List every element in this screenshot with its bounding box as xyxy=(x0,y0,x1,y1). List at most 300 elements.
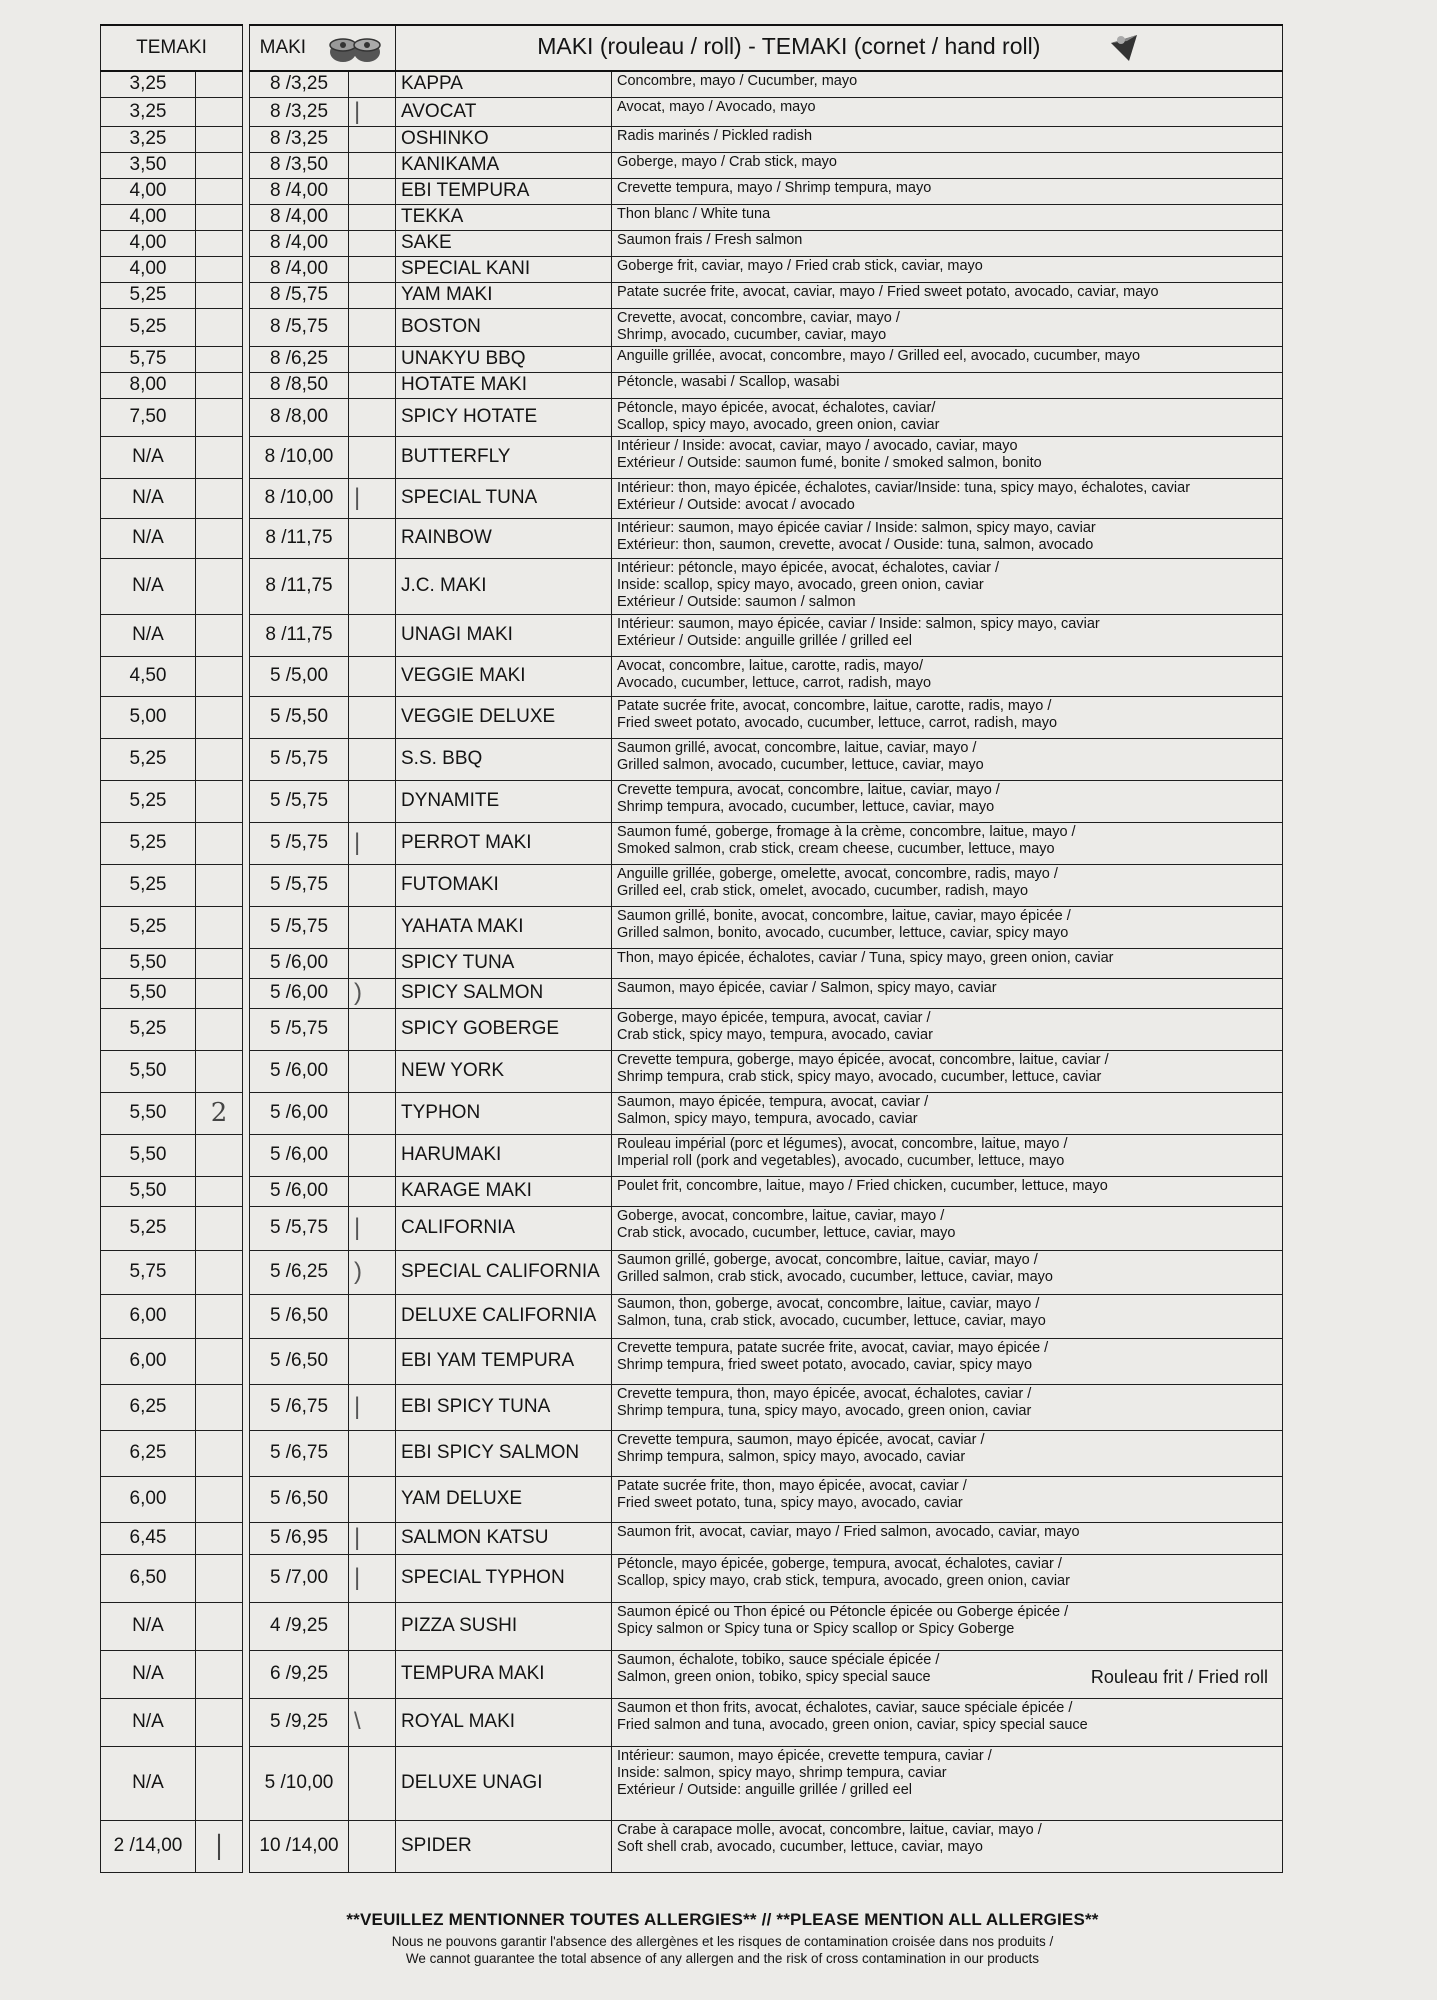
table-row xyxy=(101,780,1283,822)
maki-price: 5 /6,00 xyxy=(250,948,349,978)
column-gap xyxy=(243,518,250,558)
temaki-price: 6,25 xyxy=(101,1430,196,1476)
maki-tally-mark xyxy=(349,614,396,656)
description-line: Intérieur: saumon, mayo épicée, caviar / Inside: salmon, spicy mayo, caviar xyxy=(617,615,1100,632)
maki-tally-mark xyxy=(349,372,396,398)
maki-price: 8 /8,00 xyxy=(250,398,349,436)
item-description xyxy=(612,1250,1283,1294)
item-description xyxy=(612,478,1283,518)
temaki-price: 5,25 xyxy=(101,906,196,948)
description-line: Saumon grillé, avocat, concombre, laitue, caviar, mayo / xyxy=(617,739,977,756)
description-line: Intérieur: thon, mayo épicée, échalotes, caviar/Inside: tuna, spicy mayo, échalotes, caviar xyxy=(617,479,1191,496)
maki-tally-mark xyxy=(349,71,396,97)
item-name: SPECIAL KANI xyxy=(396,256,612,282)
table-row xyxy=(101,1176,1283,1206)
temaki-tally-mark xyxy=(196,1746,243,1820)
maki-price: 8 /11,75 xyxy=(250,518,349,558)
description-line: Scallop, spicy mayo, crab stick, tempura, avocado, green onion, caviar xyxy=(617,1572,1070,1589)
item-description xyxy=(612,1134,1283,1176)
temaki-tally-mark xyxy=(196,1176,243,1206)
table-row xyxy=(101,152,1283,178)
temaki-price: 3,25 xyxy=(101,71,196,97)
allergen-note-fr: Nous ne pouvons garantir l'absence des allergènes et les risques de contamination croisée dans nos produits / xyxy=(391,1934,1054,1949)
maki-tally-mark xyxy=(349,656,396,696)
description-line: Thon blanc / White tuna xyxy=(617,205,771,222)
maki-tally-mark: ) xyxy=(349,1250,396,1294)
maki-price: 8 /5,75 xyxy=(250,282,349,308)
item-description xyxy=(612,948,1283,978)
table-row xyxy=(101,1092,1283,1134)
table-row xyxy=(101,436,1283,478)
column-gap xyxy=(243,126,250,152)
description-line: Crab stick, spicy mayo, tempura, avocado, caviar xyxy=(617,1026,933,1043)
description-line: Grilled eel, crab stick, omelet, avocado, cucumber, radish, mayo xyxy=(617,882,1029,899)
maki-tally-mark xyxy=(349,1820,396,1872)
maki-price: 5 /6,00 xyxy=(250,1050,349,1092)
item-description xyxy=(612,1092,1283,1134)
temaki-price: 5,25 xyxy=(101,738,196,780)
table-row xyxy=(101,822,1283,864)
maki-price: 5 /5,00 xyxy=(250,656,349,696)
maki-tally-mark xyxy=(349,948,396,978)
column-gap xyxy=(243,71,250,97)
table-row xyxy=(101,1522,1283,1554)
maki-price: 5 /5,75 xyxy=(250,906,349,948)
description-line: Shrimp tempura, fried sweet potato, avocado, caviar, spicy mayo xyxy=(617,1356,1033,1373)
column-gap xyxy=(243,978,250,1008)
temaki-price: 5,50 xyxy=(101,1134,196,1176)
description-line: Saumon fumé, goberge, fromage à la crème, concombre, laitue, mayo / xyxy=(617,823,1076,840)
description-line: Salmon, tuna, crab stick, avocado, cucumber, lettuce, caviar, mayo xyxy=(617,1312,1046,1329)
temaki-price: 3,25 xyxy=(101,126,196,152)
column-gap xyxy=(243,1430,250,1476)
column-gap xyxy=(243,1650,250,1698)
item-description xyxy=(612,614,1283,656)
column-gap xyxy=(243,230,250,256)
table-row xyxy=(101,1384,1283,1430)
maki-tally-mark xyxy=(349,204,396,230)
item-description xyxy=(612,1650,1283,1698)
item-name: HOTATE MAKI xyxy=(396,372,612,398)
column-gap xyxy=(243,178,250,204)
temaki-price: 5,50 xyxy=(101,978,196,1008)
maki-tally-mark xyxy=(349,1134,396,1176)
description-line: Concombre, mayo / Cucumber, mayo xyxy=(617,73,858,89)
maki-price: 5 /6,00 xyxy=(250,1134,349,1176)
temaki-tally-mark xyxy=(196,1134,243,1176)
temaki-tally-mark xyxy=(196,1602,243,1650)
table-row xyxy=(101,1294,1283,1338)
item-description xyxy=(612,256,1283,282)
temaki-column-header: TEMAKI xyxy=(101,25,243,71)
description-line: Inside: scallop, spicy mayo, avocado, green onion, caviar xyxy=(617,576,984,593)
column-gap xyxy=(243,372,250,398)
description-line: Avocado, cucumber, lettuce, carrot, radish, mayo xyxy=(617,674,932,691)
item-name: SPICY HOTATE xyxy=(396,398,612,436)
description-line: Extérieur / Outside: saumon fumé, bonite / smoked salmon, bonito xyxy=(617,454,1042,471)
item-description xyxy=(612,1698,1283,1746)
item-description xyxy=(612,518,1283,558)
maki-tally-mark xyxy=(349,126,396,152)
temaki-tally-mark xyxy=(196,256,243,282)
maki-tally-mark xyxy=(349,1746,396,1820)
column-gap xyxy=(243,1092,250,1134)
temaki-price: 4,50 xyxy=(101,656,196,696)
description-line: Spicy salmon or Spicy tuna or Spicy scallop or Spicy Goberge xyxy=(617,1620,1015,1637)
column-gap xyxy=(243,308,250,346)
description-line: Goberge, mayo / Crab stick, mayo xyxy=(617,153,837,170)
maki-tally-mark xyxy=(349,398,396,436)
maki-price: 8 /8,50 xyxy=(250,372,349,398)
maki-header-label: MAKI xyxy=(259,37,307,59)
item-name: EBI SPICY SALMON xyxy=(396,1430,612,1476)
maki-price: 8 /4,00 xyxy=(250,230,349,256)
table-row xyxy=(101,204,1283,230)
maki-price: 5 /6,75 xyxy=(250,1384,349,1430)
maki-tally-mark: ) xyxy=(349,978,396,1008)
temaki-price: 5,25 xyxy=(101,780,196,822)
temaki-price: N/A xyxy=(101,614,196,656)
temaki-tally-mark xyxy=(196,1338,243,1384)
maki-price: 5 /6,00 xyxy=(250,978,349,1008)
column-gap xyxy=(243,1206,250,1250)
maki-price: 5 /5,75 xyxy=(250,864,349,906)
item-name: YAM MAKI xyxy=(396,282,612,308)
temaki-tally-mark xyxy=(196,614,243,656)
item-description xyxy=(612,1522,1283,1554)
maki-column-header xyxy=(250,25,396,71)
table-row xyxy=(101,256,1283,282)
maki-tally-mark xyxy=(349,308,396,346)
item-name: SPECIAL TYPHON xyxy=(396,1554,612,1602)
temaki-tally-mark xyxy=(196,398,243,436)
temaki-price: 5,25 xyxy=(101,864,196,906)
item-name: KARAGE MAKI xyxy=(396,1176,612,1206)
item-description xyxy=(612,1338,1283,1384)
temaki-tally-mark xyxy=(196,178,243,204)
maki-price: 8 /3,50 xyxy=(250,152,349,178)
maki-price: 5 /5,50 xyxy=(250,696,349,738)
item-name: EBI YAM TEMPURA xyxy=(396,1338,612,1384)
description-line: Patate sucrée frite, avocat, caviar, mayo / Fried sweet potato, avocado, caviar, mayo xyxy=(617,283,1159,300)
maki-tally-mark xyxy=(349,1602,396,1650)
description-line: Anguille grillée, avocat, concombre, mayo / Grilled eel, avocado, cucumber, mayo xyxy=(617,347,1141,364)
item-description xyxy=(612,152,1283,178)
temaki-price: 5,25 xyxy=(101,1008,196,1050)
maki-tally-mark: | xyxy=(349,1206,396,1250)
description-line: Crevette tempura, patate sucrée frite, avocat, caviar, mayo épicée / xyxy=(617,1339,1049,1356)
maki-tally-mark xyxy=(349,1050,396,1092)
table-row xyxy=(101,230,1283,256)
description-line: Crevette tempura, thon, mayo épicée, avocat, échalotes, caviar / xyxy=(617,1385,1032,1402)
temaki-tally-mark xyxy=(196,1050,243,1092)
temaki-price: 5,25 xyxy=(101,822,196,864)
item-name: YAHATA MAKI xyxy=(396,906,612,948)
description-line: Saumon grillé, goberge, avocat, concombre, laitue, caviar, mayo / xyxy=(617,1251,1038,1268)
temaki-price: N/A xyxy=(101,1746,196,1820)
table-row xyxy=(101,1008,1283,1050)
table-row xyxy=(101,1698,1283,1746)
column-gap xyxy=(243,696,250,738)
column-gap xyxy=(243,478,250,518)
maki-tally-mark xyxy=(349,558,396,614)
table-header xyxy=(101,25,1283,71)
column-gap xyxy=(243,436,250,478)
description-line: Grilled salmon, avocado, cucumber, lettuce, caviar, mayo xyxy=(617,756,984,773)
description-line: Inside: salmon, spicy mayo, shrimp tempura, caviar xyxy=(617,1764,947,1781)
temaki-cone-icon xyxy=(1107,31,1141,65)
maki-tally-mark xyxy=(349,1430,396,1476)
temaki-tally-mark xyxy=(196,1698,243,1746)
item-description xyxy=(612,978,1283,1008)
description-line: Patate sucrée frite, avocat, concombre, laitue, carotte, radis, mayo / xyxy=(617,697,1052,714)
description-line: Fried sweet potato, tuna, spicy mayo, avocado, caviar xyxy=(617,1494,963,1511)
description-line: Shrimp tempura, salmon, spicy mayo, avocado, caviar xyxy=(617,1448,966,1465)
column-gap xyxy=(243,1384,250,1430)
table-row xyxy=(101,738,1283,780)
item-name: EBI TEMPURA xyxy=(396,178,612,204)
maki-price: 5 /6,25 xyxy=(250,1250,349,1294)
maki-price: 5 /5,75 xyxy=(250,822,349,864)
table-row xyxy=(101,1338,1283,1384)
description-line: Avocat, concombre, laitue, carotte, radis, mayo/ xyxy=(617,657,923,674)
maki-price: 8 /3,25 xyxy=(250,71,349,97)
maki-price: 5 /5,75 xyxy=(250,1206,349,1250)
menu-title: MAKI (rouleau / roll) - TEMAKI (cornet / hand roll) xyxy=(537,33,1041,60)
table-row xyxy=(101,518,1283,558)
temaki-tally-mark xyxy=(196,71,243,97)
table-row xyxy=(101,1602,1283,1650)
temaki-price: 4,00 xyxy=(101,178,196,204)
item-name: S.S. BBQ xyxy=(396,738,612,780)
maki-price: 8 /3,25 xyxy=(250,126,349,152)
item-name: SAKE xyxy=(396,230,612,256)
temaki-price: 3,50 xyxy=(101,152,196,178)
temaki-tally-mark xyxy=(196,780,243,822)
maki-tally-mark: \ xyxy=(349,1698,396,1746)
item-name: SALMON KATSU xyxy=(396,1522,612,1554)
item-name: SPECIAL CALIFORNIA xyxy=(396,1250,612,1294)
maki-tally-mark xyxy=(349,906,396,948)
table-row xyxy=(101,1820,1283,1872)
temaki-price: 5,25 xyxy=(101,1206,196,1250)
maki-tally-mark xyxy=(349,518,396,558)
maki-tally-mark xyxy=(349,1008,396,1050)
item-description xyxy=(612,1554,1283,1602)
maki-tally-mark xyxy=(349,256,396,282)
temaki-tally-mark xyxy=(196,656,243,696)
column-gap xyxy=(243,1698,250,1746)
column-gap xyxy=(243,1050,250,1092)
allergy-footer xyxy=(100,1910,1345,1966)
temaki-price: 6,00 xyxy=(101,1338,196,1384)
description-line: Extérieur / Outside: saumon / salmon xyxy=(617,593,856,610)
description-line: Extérieur / Outside: anguille grillée / grilled eel xyxy=(617,1781,912,1798)
temaki-price: 6,00 xyxy=(101,1476,196,1522)
table-row xyxy=(101,282,1283,308)
description-line: Fried salmon and tuna, avocado, green onion, caviar, spicy special sauce xyxy=(617,1716,1088,1733)
description-line: Soft shell crab, avocado, cucumber, lettuce, caviar, mayo xyxy=(617,1838,983,1855)
page-title xyxy=(396,25,1283,71)
maki-tally-mark xyxy=(349,696,396,738)
maki-price: 5 /9,25 xyxy=(250,1698,349,1746)
column-gap xyxy=(243,1820,250,1872)
temaki-tally-mark xyxy=(196,204,243,230)
maki-tally-mark: | xyxy=(349,822,396,864)
description-line: Crevette tempura, goberge, mayo épicée, avocat, concombre, laitue, caviar / xyxy=(617,1051,1109,1068)
temaki-price: 5,50 xyxy=(101,1050,196,1092)
column-gap xyxy=(243,1522,250,1554)
description-line: Crevette tempura, saumon, mayo épicée, avocat, caviar / xyxy=(617,1431,985,1448)
item-description xyxy=(612,71,1283,97)
item-name: DELUXE UNAGI xyxy=(396,1746,612,1820)
item-name: KANIKAMA xyxy=(396,152,612,178)
temaki-tally-mark xyxy=(196,230,243,256)
maki-price: 5 /5,75 xyxy=(250,738,349,780)
column-gap xyxy=(243,1294,250,1338)
column-gap xyxy=(243,204,250,230)
item-description xyxy=(612,126,1283,152)
maki-tally-mark xyxy=(349,780,396,822)
item-description xyxy=(612,1050,1283,1092)
temaki-price: N/A xyxy=(101,1698,196,1746)
item-name: PIZZA SUSHI xyxy=(396,1602,612,1650)
table-row xyxy=(101,948,1283,978)
table-row xyxy=(101,178,1283,204)
maki-tally-mark xyxy=(349,738,396,780)
temaki-tally-mark xyxy=(196,152,243,178)
description-line: Saumon, mayo épicée, tempura, avocat, caviar / xyxy=(617,1093,929,1110)
column-gap xyxy=(243,780,250,822)
item-name: DELUXE CALIFORNIA xyxy=(396,1294,612,1338)
column-gap xyxy=(243,1008,250,1050)
maki-price: 5 /6,50 xyxy=(250,1294,349,1338)
description-line: Extérieur: thon, saumon, crevette, avocat / Ouside: tuna, salmon, avocado xyxy=(617,536,1094,553)
description-line: Anguille grillée, goberge, omelette, avocat, concombre, radis, mayo / xyxy=(617,865,1058,882)
description-line: Saumon frit, avocat, caviar, mayo / Fried salmon, avocado, caviar, mayo xyxy=(617,1523,1080,1540)
maki-tally-mark xyxy=(349,1092,396,1134)
description-line: Goberge frit, caviar, mayo / Fried crab stick, caviar, mayo xyxy=(617,257,983,274)
item-name: ROYAL MAKI xyxy=(396,1698,612,1746)
description-line: Saumon, thon, goberge, avocat, concombre, laitue, caviar, mayo / xyxy=(617,1295,1040,1312)
column-gap xyxy=(243,864,250,906)
description-line: Goberge, mayo épicée, tempura, avocat, caviar / xyxy=(617,1009,931,1026)
temaki-tally-mark xyxy=(196,906,243,948)
maki-tally-mark: | xyxy=(349,1522,396,1554)
item-name: SPIDER xyxy=(396,1820,612,1872)
table-row xyxy=(101,1476,1283,1522)
maki-price: 4 /9,25 xyxy=(250,1602,349,1650)
column-gap xyxy=(243,346,250,372)
description-line: Shrimp, avocado, cucumber, caviar, mayo xyxy=(617,326,887,343)
description-line: Pétoncle, mayo épicée, goberge, tempura, avocat, échalotes, caviar / xyxy=(617,1555,1062,1572)
table-row xyxy=(101,864,1283,906)
temaki-price: 4,00 xyxy=(101,204,196,230)
temaki-tally-mark xyxy=(196,346,243,372)
temaki-price: 5,25 xyxy=(101,308,196,346)
table-row xyxy=(101,906,1283,948)
maki-price: 5 /6,50 xyxy=(250,1338,349,1384)
maki-tally-mark xyxy=(349,1294,396,1338)
item-name: AVOCAT xyxy=(396,97,612,126)
maki-tally-mark xyxy=(349,1176,396,1206)
table-row xyxy=(101,558,1283,614)
description-line: Shrimp tempura, tuna, spicy mayo, avocado, green onion, caviar xyxy=(617,1402,1032,1419)
temaki-price: N/A xyxy=(101,558,196,614)
item-name: VEGGIE MAKI xyxy=(396,656,612,696)
item-description xyxy=(612,346,1283,372)
description-line: Crevette tempura, mayo / Shrimp tempura, mayo xyxy=(617,179,932,196)
temaki-price: 5,75 xyxy=(101,346,196,372)
column-gap xyxy=(243,152,250,178)
description-line: Crevette, avocat, concombre, caviar, mayo / xyxy=(617,309,900,326)
table-row xyxy=(101,1430,1283,1476)
table-row xyxy=(101,656,1283,696)
maki-tally-mark xyxy=(349,152,396,178)
maki-price: 8 /10,00 xyxy=(250,436,349,478)
table-row xyxy=(101,1746,1283,1820)
allergy-warning: **VEUILLEZ MENTIONNER TOUTES ALLERGIES** // **PLEASE MENTION ALL ALLERGIES** xyxy=(346,1910,1099,1929)
temaki-tally-mark xyxy=(196,864,243,906)
item-name: PERROT MAKI xyxy=(396,822,612,864)
temaki-tally-mark xyxy=(196,1206,243,1250)
temaki-price: 5,75 xyxy=(101,1250,196,1294)
table-row xyxy=(101,478,1283,518)
description-line: Extérieur / Outside: anguille grillée / grilled eel xyxy=(617,632,912,649)
maki-menu-table xyxy=(100,24,1283,1873)
description-line: Intérieur: saumon, mayo épicée caviar / Inside: salmon, spicy mayo, caviar xyxy=(617,519,1096,536)
table-row xyxy=(101,126,1283,152)
item-name: SPICY TUNA xyxy=(396,948,612,978)
item-description xyxy=(612,1746,1283,1820)
maki-tally-mark xyxy=(349,1338,396,1384)
maki-tally-mark xyxy=(349,1476,396,1522)
temaki-tally-mark xyxy=(196,738,243,780)
temaki-tally-mark xyxy=(196,1008,243,1050)
maki-price: 8 /10,00 xyxy=(250,478,349,518)
maki-price: 8 /6,25 xyxy=(250,346,349,372)
item-name: VEGGIE DELUXE xyxy=(396,696,612,738)
column-gap xyxy=(243,738,250,780)
maki-tally-mark xyxy=(349,346,396,372)
column-gap xyxy=(243,1554,250,1602)
temaki-tally-mark xyxy=(196,978,243,1008)
maki-tally-mark: | xyxy=(349,1384,396,1430)
item-name: EBI SPICY TUNA xyxy=(396,1384,612,1430)
item-description xyxy=(612,178,1283,204)
description-line: Shrimp tempura, avocado, cucumber, lettuce, caviar, mayo xyxy=(617,798,995,815)
item-name: UNAGI MAKI xyxy=(396,614,612,656)
table-row xyxy=(101,97,1283,126)
column-gap xyxy=(243,1176,250,1206)
maki-price: 8 /11,75 xyxy=(250,558,349,614)
description-line: Saumon épicé ou Thon épicé ou Pétoncle épicée ou Goberge épicée / xyxy=(617,1603,1069,1620)
item-name: BOSTON xyxy=(396,308,612,346)
maki-tally-mark xyxy=(349,178,396,204)
description-line: Saumon grillé, bonite, avocat, concombre, laitue, caviar, mayo épicée / xyxy=(617,907,1071,924)
item-name: SPICY GOBERGE xyxy=(396,1008,612,1050)
column-gap xyxy=(243,656,250,696)
description-line: Avocat, mayo / Avocado, mayo xyxy=(617,98,816,115)
temaki-price: 4,00 xyxy=(101,256,196,282)
column-gap xyxy=(243,1250,250,1294)
temaki-price: 6,45 xyxy=(101,1522,196,1554)
item-description xyxy=(612,398,1283,436)
maki-price: 8 /4,00 xyxy=(250,178,349,204)
temaki-price: 5,50 xyxy=(101,1092,196,1134)
column-gap xyxy=(243,614,250,656)
description-line: Saumon, échalote, tobiko, sauce spéciale épicée / xyxy=(617,1651,940,1668)
